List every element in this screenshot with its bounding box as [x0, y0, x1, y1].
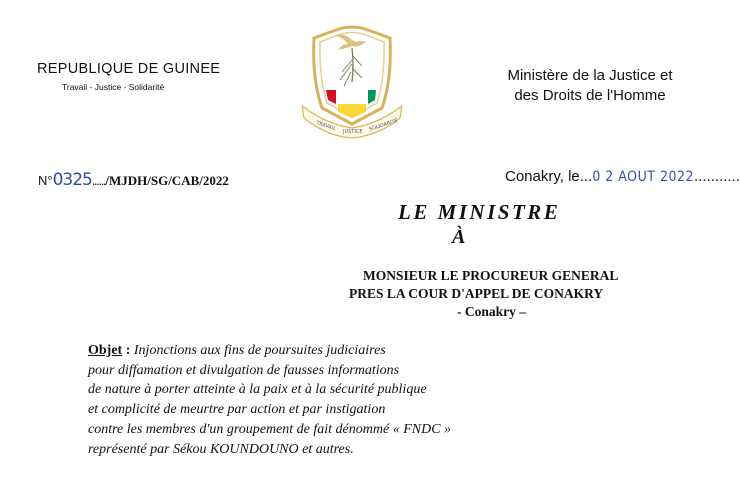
national-motto: Travail - Justice - Solidarité	[62, 82, 165, 92]
recipient-line-2: PRES LA COUR D'APPEL DE CONAKRY	[349, 286, 604, 301]
date-dots-after: ...........	[694, 168, 740, 185]
reference-handwritten-number: 0325	[52, 170, 92, 190]
coat-of-arms-icon	[296, 20, 408, 142]
svg-text:JUSTICE: JUSTICE	[343, 129, 363, 135]
recipient-line-3: - Conakry –	[457, 304, 527, 319]
ministry-line-1: Ministère de la Justice et	[507, 67, 673, 84]
subject-label: Objet	[88, 343, 123, 358]
svg-text:TRAVAIL: TRAVAIL	[315, 120, 337, 133]
date-stamp: 0 2 AOUT 2022	[592, 169, 695, 185]
subject-line-6: représenté par Sékou KOUNDOUNO et autres.	[88, 441, 354, 457]
to-marker: À	[452, 226, 466, 248]
subject-block	[88, 341, 451, 459]
subject-line-2: pour diffamation et divulgation de fausses informations	[88, 362, 400, 378]
subject-line-4: et complicité de meurtre par action et par instigation	[88, 402, 386, 418]
recipient-line-1: MONSIEUR LE PROCUREUR GENERAL	[363, 268, 619, 283]
date-line	[505, 168, 740, 185]
sender-title: LE MINISTRE	[398, 200, 561, 224]
reference-number	[38, 170, 229, 190]
reference-code: /MJDH/SG/CAB/2022	[105, 173, 229, 188]
republic-heading: REPUBLIQUE DE GUINEE	[37, 61, 221, 77]
date-dots-before: ...	[579, 168, 593, 185]
subject-separator: :	[122, 343, 134, 358]
subject-line-1: Injonctions aux fins de poursuites judiciaires	[133, 343, 386, 358]
subject-line-5: contre les membres d'un groupement de fait dénommé « FNDC »	[88, 421, 452, 437]
subject-line-3: de nature à porter atteinte à la paix et à la sécurité publique	[88, 382, 427, 398]
date-place: Conakry, le	[505, 168, 580, 185]
svg-text:SOLIDARITÉ: SOLIDARITÉ	[368, 117, 399, 133]
reference-prefix: N°	[38, 173, 53, 188]
ministry-heading	[490, 66, 690, 106]
ministry-line-2: des Droits de l'Homme	[514, 87, 666, 104]
reference-dots: ......	[91, 173, 106, 188]
